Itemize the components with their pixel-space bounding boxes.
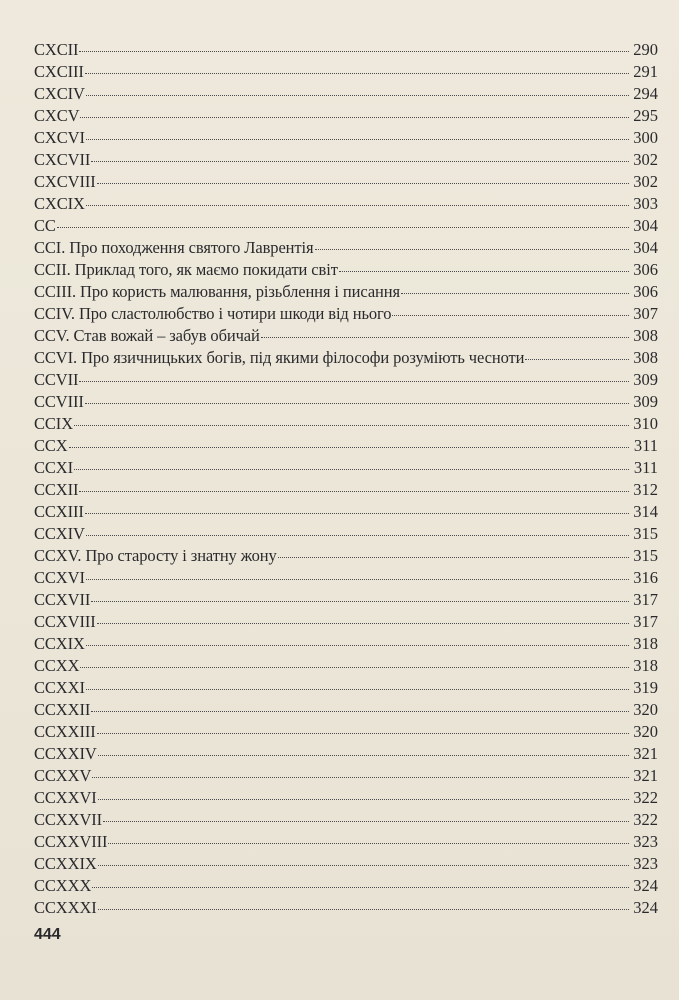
- dot-leader: [92, 887, 629, 888]
- toc-entry: [34, 853, 658, 875]
- toc-entry: [34, 303, 658, 325]
- dot-leader: [79, 491, 629, 492]
- toc-entry-page: 300: [633, 128, 658, 147]
- toc-entry-page: 295: [633, 106, 658, 125]
- dot-leader: [261, 337, 629, 338]
- toc-entry-title: CXCIII: [34, 62, 84, 81]
- dot-leader: [98, 755, 629, 756]
- toc-entry-page: 316: [633, 568, 658, 587]
- toc-entry-page: 322: [633, 788, 658, 807]
- toc-entry: [34, 215, 658, 237]
- toc-entry-title: CCXV. Про старосту і знатну жону: [34, 546, 277, 565]
- toc-entry-page: 320: [633, 700, 658, 719]
- dot-leader: [315, 249, 630, 250]
- toc-entry-page: 318: [633, 634, 658, 653]
- toc-entry-page: 321: [633, 766, 658, 785]
- toc-entry-page: 320: [633, 722, 658, 741]
- dot-leader: [91, 601, 629, 602]
- dot-leader: [86, 535, 629, 536]
- toc-entry-title: CCVI. Про язичницьких богів, під якими філософи розуміють чесноти: [34, 348, 525, 367]
- toc-entry: [34, 787, 658, 809]
- dot-leader: [79, 51, 629, 52]
- toc-entry-title: CCXIV: [34, 524, 85, 543]
- toc-entry-title: CCV. Став вожай – забув обичай: [34, 326, 260, 345]
- toc-entry-title: CXCIX: [34, 194, 85, 213]
- dot-leader: [80, 117, 629, 118]
- toc-entry: [34, 479, 658, 501]
- toc-entry-page: 312: [633, 480, 658, 499]
- toc-entry-title: CCXXII: [34, 700, 91, 719]
- toc-entry: [34, 281, 658, 303]
- dot-leader: [97, 733, 629, 734]
- toc-entry: [34, 259, 658, 281]
- toc-entry-page: 322: [633, 810, 658, 829]
- toc-entry-page: 302: [633, 172, 658, 191]
- toc-entry-title: CXCVII: [34, 150, 91, 169]
- dot-leader: [86, 645, 629, 646]
- toc-entry-title: CCVIII: [34, 392, 84, 411]
- page-number: 444: [34, 926, 61, 943]
- toc-entry-page: 308: [633, 326, 658, 345]
- dot-leader: [525, 359, 629, 360]
- toc-entry: [34, 875, 658, 897]
- toc-entry: [34, 677, 658, 699]
- dot-leader: [97, 623, 629, 624]
- toc-entry: [34, 699, 658, 721]
- toc-entry: [34, 435, 658, 457]
- dot-leader: [86, 139, 629, 140]
- dot-leader: [278, 557, 629, 558]
- toc-entry: [34, 809, 658, 831]
- toc-entry: [34, 237, 658, 259]
- toc-entry: [34, 457, 658, 479]
- dot-leader: [86, 689, 629, 690]
- toc-entry-title: CCIV. Про сластолюбство і чотири шкоди від нього: [34, 304, 392, 323]
- dot-leader: [339, 271, 629, 272]
- toc-entry: [34, 633, 658, 655]
- toc-entry-page: 290: [633, 40, 658, 59]
- table-of-contents: [34, 39, 658, 919]
- toc-entry-title: CCXXX: [34, 876, 92, 895]
- toc-entry-title: CXCIV: [34, 84, 85, 103]
- toc-entry-title: CCVII: [34, 370, 79, 389]
- toc-entry-title: CC: [34, 216, 56, 235]
- dot-leader: [392, 315, 629, 316]
- dot-leader: [85, 403, 629, 404]
- toc-entry-title: CXCVIII: [34, 172, 96, 191]
- toc-entry: [34, 567, 658, 589]
- toc-entry: [34, 149, 658, 171]
- dot-leader: [98, 865, 629, 866]
- toc-entry: [34, 523, 658, 545]
- dot-leader: [401, 293, 629, 294]
- dot-leader: [97, 183, 629, 184]
- dot-leader: [74, 469, 629, 470]
- toc-entry-page: 306: [633, 260, 658, 279]
- dot-leader: [85, 73, 629, 74]
- dot-leader: [98, 909, 629, 910]
- dot-leader: [86, 95, 629, 96]
- dot-leader: [74, 425, 629, 426]
- toc-entry: [34, 743, 658, 765]
- toc-entry-page: 309: [633, 392, 658, 411]
- dot-leader: [69, 447, 629, 448]
- toc-entry-title: CCXXIII: [34, 722, 96, 741]
- toc-entry-page: 315: [633, 546, 658, 565]
- toc-entry-page: 324: [633, 898, 658, 917]
- dot-leader: [86, 205, 629, 206]
- toc-entry: [34, 193, 658, 215]
- toc-entry-title: CXCII: [34, 40, 79, 59]
- toc-entry-title: CXCVI: [34, 128, 85, 147]
- toc-entry-page: 323: [633, 832, 658, 851]
- toc-entry: [34, 655, 658, 677]
- toc-entry-page: 308: [633, 348, 658, 367]
- toc-entry-title: CCXXV: [34, 766, 92, 785]
- dot-leader: [57, 227, 629, 228]
- toc-entry: [34, 831, 658, 853]
- toc-entry-title: CCXIX: [34, 634, 85, 653]
- toc-entry-page: 304: [633, 216, 658, 235]
- toc-entry: [34, 61, 658, 83]
- toc-entry-title: CXCV: [34, 106, 80, 125]
- dot-leader: [85, 513, 629, 514]
- toc-entry: [34, 391, 658, 413]
- toc-entry: [34, 171, 658, 193]
- toc-entry: [34, 369, 658, 391]
- toc-entry-title: CCXVI: [34, 568, 85, 587]
- toc-entry-title: CCX: [34, 436, 68, 455]
- toc-entry-page: 291: [633, 62, 658, 81]
- toc-entry-page: 318: [633, 656, 658, 675]
- toc-entry: [34, 611, 658, 633]
- dot-leader: [92, 777, 629, 778]
- dot-leader: [79, 381, 629, 382]
- toc-entry: [34, 589, 658, 611]
- toc-entry-title: CCXI: [34, 458, 74, 477]
- toc-entry-title: CCXXIV: [34, 744, 97, 763]
- toc-entry: [34, 39, 658, 61]
- toc-entry: [34, 721, 658, 743]
- dot-leader: [91, 161, 629, 162]
- toc-entry-title: CCXII: [34, 480, 79, 499]
- dot-leader: [86, 579, 629, 580]
- toc-entry: [34, 765, 658, 787]
- toc-entry-page: 309: [633, 370, 658, 389]
- toc-entry-page: 307: [633, 304, 658, 323]
- toc-entry-page: 311: [633, 436, 658, 455]
- toc-entry-title: CCXVIII: [34, 612, 96, 631]
- dot-leader: [80, 667, 629, 668]
- toc-entry-page: 294: [633, 84, 658, 103]
- toc-entry-title: CCXXXI: [34, 898, 97, 917]
- toc-entry-title: CCXXIX: [34, 854, 97, 873]
- toc-entry: [34, 501, 658, 523]
- toc-entry-page: 323: [633, 854, 658, 873]
- toc-entry: [34, 325, 658, 347]
- toc-entry-page: 315: [633, 524, 658, 543]
- toc-entry-page: 319: [633, 678, 658, 697]
- toc-entry: [34, 413, 658, 435]
- toc-entry-page: 302: [633, 150, 658, 169]
- toc-entry: [34, 105, 658, 127]
- toc-entry: [34, 545, 658, 567]
- toc-entry-page: 311: [633, 458, 658, 477]
- toc-entry-page: 310: [633, 414, 658, 433]
- toc-entry-title: CCXXVI: [34, 788, 97, 807]
- toc-entry: [34, 897, 658, 919]
- toc-entry-title: CCXXVII: [34, 810, 103, 829]
- toc-entry-page: 304: [633, 238, 658, 257]
- toc-entry: [34, 127, 658, 149]
- toc-entry-title: CCIX: [34, 414, 74, 433]
- dot-leader: [91, 711, 629, 712]
- dot-leader: [103, 821, 629, 822]
- toc-entry-title: CCXX: [34, 656, 80, 675]
- toc-entry-title: CCXIII: [34, 502, 84, 521]
- toc-entry-title: CCIII. Про користь малювання, різьблення і писання: [34, 282, 400, 301]
- dot-leader: [98, 799, 629, 800]
- toc-entry-title: CCXXI: [34, 678, 85, 697]
- toc-entry-page: 314: [633, 502, 658, 521]
- toc-entry-page: 317: [633, 612, 658, 631]
- toc-entry-title: CCII. Приклад того, як маємо покидати світ: [34, 260, 338, 279]
- toc-entry-page: 324: [633, 876, 658, 895]
- toc-entry-page: 317: [633, 590, 658, 609]
- toc-entry: [34, 83, 658, 105]
- toc-entry-page: 303: [633, 194, 658, 213]
- toc-entry-title: CCXVII: [34, 590, 91, 609]
- toc-entry-title: CCI. Про походження святого Лаврентія: [34, 238, 314, 257]
- toc-entry-title: CCXXVIII: [34, 832, 108, 851]
- toc-entry-page: 321: [633, 744, 658, 763]
- toc-entry-page: 306: [633, 282, 658, 301]
- dot-leader: [108, 843, 629, 844]
- toc-entry: [34, 347, 658, 369]
